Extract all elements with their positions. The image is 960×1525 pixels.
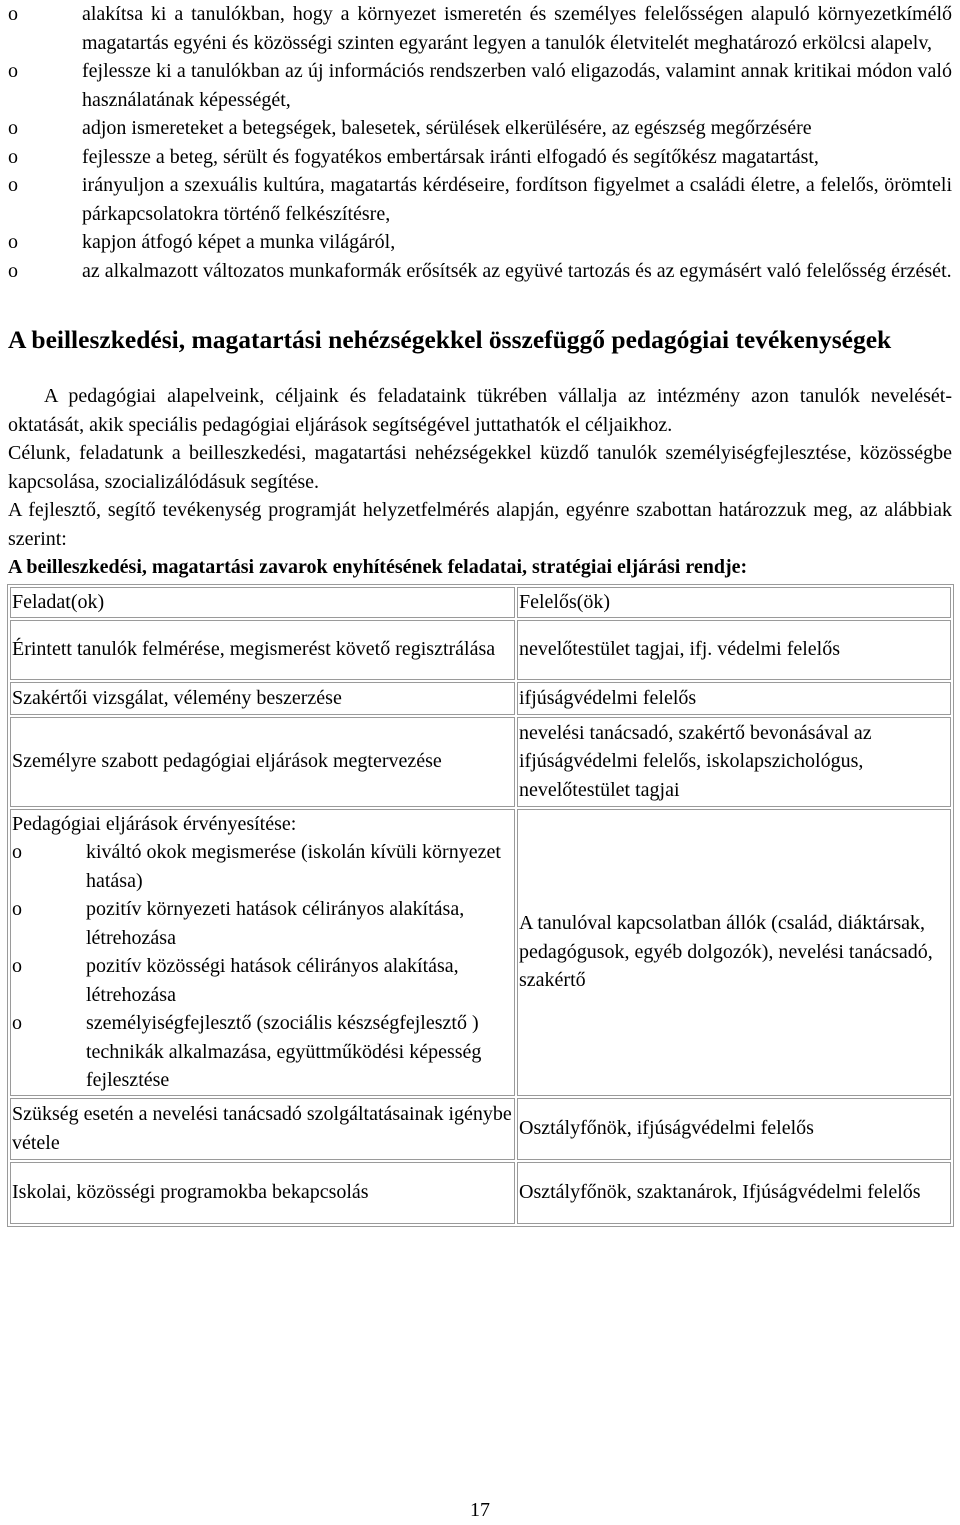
goals-bullet-list <box>8 0 952 285</box>
bullet-marker: o <box>12 898 22 920</box>
list-item: o az alkalmazott változatos munkaformák erősítsék az együvé tartozás és az egymásért való felelősség érzését. <box>8 257 952 286</box>
responsible-cell: Osztályfőnök, szaktanárok, Ifjúságvédelmi felelős <box>517 1162 951 1224</box>
responsible-cell: nevelőtestület tagjai, ifj. védelmi felelős <box>517 620 951 680</box>
header-task: Feladat(ok) <box>10 587 515 618</box>
table-row <box>10 620 951 680</box>
procedure-sublist <box>12 838 514 1095</box>
table-row <box>10 1162 951 1224</box>
bullet-marker: o <box>8 174 18 196</box>
table-row <box>10 682 951 715</box>
table-row <box>10 809 951 1096</box>
paragraph-intro: A pedagógiai alapelveink, céljaink és feladataink tükrében vállalja az intézmény azon tanulók nevelését-oktatását, akik speciális pedagógiai eljárások segítségével juttathatók el céljaikhoz. <box>8 385 952 436</box>
table-caption: A beilleszkedési, magatartási zavarok enyhítésének feladatai, stratégiai eljárási rendje: <box>8 556 748 578</box>
paragraph-program: A fejlesztő, segítő tevékenység programját helyzetfelmérés alapján, egyénre szabottan határozzuk meg, az alábbiak szerint: <box>8 499 952 550</box>
responsibility-table <box>7 584 954 1227</box>
list-item: o pozitív környezeti hatások célirányos alakítása, létrehozása <box>12 895 514 952</box>
bullet-marker: o <box>8 145 18 168</box>
list-item: o személyiségfejlesztő (szociális készségfejlesztő ) technikák alkalmazása, együttműködési képesség fejlesztése <box>12 1009 514 1095</box>
list-item: o fejlessze a beteg, sérült és fogyatékos embertársak iránti elfogadó és segítőkész magatartást, <box>8 143 952 172</box>
task-cell: Szükség esetén a nevelési tanácsadó szolgáltatásainak igénybe vétele <box>10 1098 515 1160</box>
responsible-cell: Osztályfőnök, ifjúságvédelmi felelős <box>517 1098 951 1160</box>
task-cell: Érintett tanulók felmérése, megismerést követő regisztrálása <box>10 620 515 680</box>
bullet-marker: o <box>8 259 18 282</box>
responsible-cell: ifjúságvédelmi felelős <box>517 682 951 715</box>
task-cell-title: Pedagógiai eljárások érvényesítése: <box>12 812 297 835</box>
list-item: o adjon ismereteket a betegségek, balesetek, sérülések elkerülésére, az egészség megőrzésére <box>8 114 952 143</box>
page-number: 17 <box>470 1499 490 1521</box>
bullet-marker: o <box>8 60 18 82</box>
header-responsible: Felelős(ök) <box>517 587 951 618</box>
table-header-row <box>10 587 951 618</box>
task-cell: Szakértői vizsgálat, vélemény beszerzése <box>10 682 515 715</box>
section-heading: A beilleszkedési, magatartási nehézségekkel összefüggő pedagógiai tevékenységek <box>8 325 892 354</box>
bullet-marker: o <box>12 1012 22 1034</box>
bullet-marker: o <box>12 841 22 863</box>
list-item: o irányuljon a szexuális kultúra, magatartás kérdéseire, fordítson figyelmet a családi életre, a felelős, örömteli párkapcsolatokra történő felkészítésre, <box>8 171 952 228</box>
task-cell-with-list <box>10 809 515 1096</box>
bullet-marker: o <box>8 117 18 139</box>
bullet-marker: o <box>8 231 18 253</box>
responsible-cell: nevelési tanácsadó, szakértő bevonásával az ifjúságvédelmi felelős, iskolapszichológus, nevelőtestület tagjai <box>517 717 951 807</box>
table-row <box>10 717 951 807</box>
responsible-cell: A tanulóval kapcsolatban állók (család, diáktársak, pedagógusok, egyéb dolgozók), nevelési tanácsadó, szakértő <box>517 809 951 1096</box>
list-item: o kapjon átfogó képet a munka világáról, <box>8 228 952 257</box>
bullet-marker: o <box>8 3 18 25</box>
task-cell: Iskolai, közösségi programokba bekapcsolás <box>10 1162 515 1224</box>
list-item: o kiváltó okok megismerése (iskolán kívüli környezet hatása) <box>12 838 514 895</box>
paragraph-goal: Célunk, feladatunk a beilleszkedési, magatartási nehézségekkel küzdő tanulók személyiségfejlesztése, közösségbe kapcsolása, szocializálódásuk segítése. <box>8 442 952 493</box>
list-item: o fejlessze ki a tanulókban az új információs rendszerben való eligazodás, valamint annak kritikai módon való használatának képességét, <box>8 57 952 114</box>
document-page <box>8 0 952 1227</box>
list-item: o pozitív közösségi hatások célirányos alakítása, létrehozása <box>12 952 514 1009</box>
task-cell: Személyre szabott pedagógiai eljárások megtervezése <box>10 717 515 807</box>
list-item: o alakítsa ki a tanulókban, hogy a környezet ismeretén és személyes felelősségen alapuló környezetkímélő magatartás egyéni és közösségi szinten egyaránt legyen a tanulók életvitelét meghatározó erkölcsi alapelv, <box>8 0 952 57</box>
bullet-marker: o <box>12 955 22 977</box>
table-row <box>10 1098 951 1160</box>
